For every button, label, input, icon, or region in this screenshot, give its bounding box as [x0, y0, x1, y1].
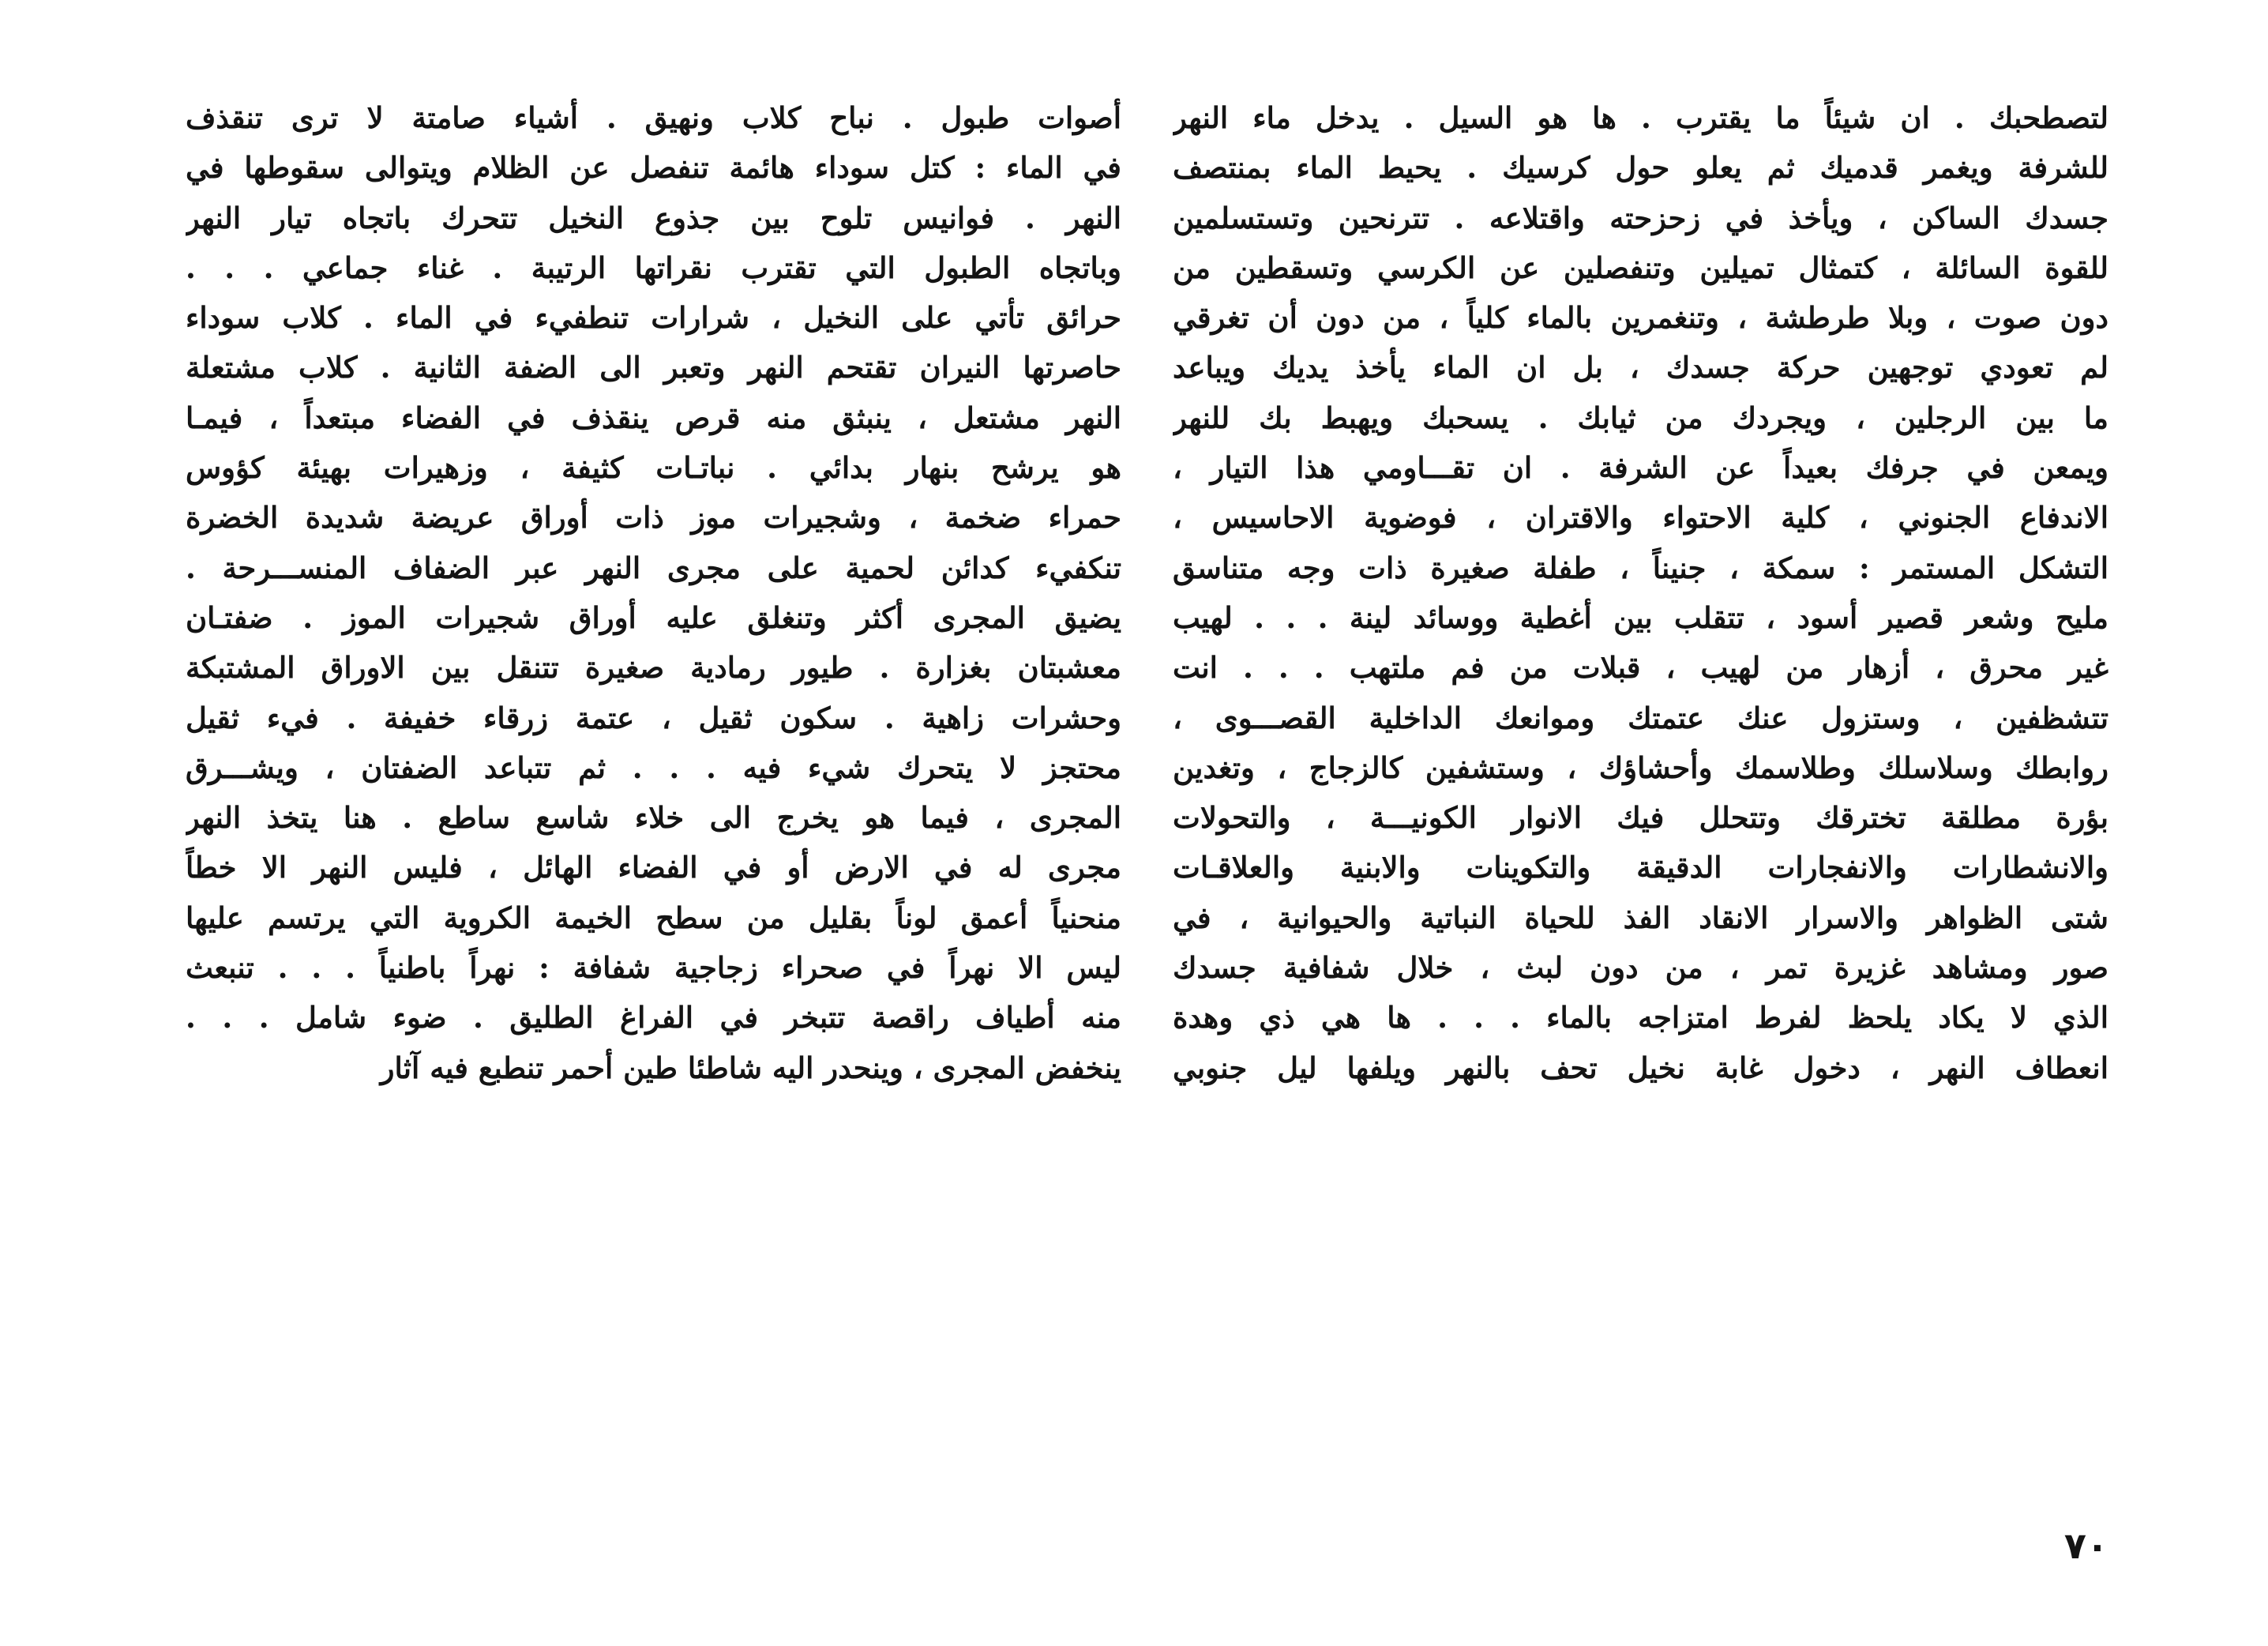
text-line: لم تعودي توجهين حركة جسدك ، بل ان الماء يأخذ يديك ويباعد [1173, 350, 2108, 385]
text-line: المجرى ، فيما هو يخرج الى خلاء شاسع ساطع . هنا يتخذ النهر [186, 800, 1121, 836]
text-line: شتى الظواهر والاسرار الانقاد الفذ للحياة النباتية والحيوانية ، في [1173, 900, 2108, 935]
text-line: يضيق المجرى أكثر وتنغلق عليه أوراق شجيرات الموز . ضفتـان [186, 599, 1121, 635]
text-line: وباتجاه الطبول التي تقترب نقراتها الرتيبة . غناء جماعي . . . [186, 250, 1121, 285]
text-line: غير محرق ، أزهار من لهيب ، قبلات من فم ملتهب . . . انت [1173, 650, 2108, 686]
text-line: لتصطحبك . ان شيئاً ما يقترب . ها هو السيل . يدخل ماء النهر [1173, 100, 2108, 135]
left-text-column [186, 93, 1121, 1093]
text-line: ما بين الرجلين ، ويجردك من ثيابك . يسحبك ويهبط بك للنهر [1173, 400, 2108, 435]
text-line: وحشرات زاهية . سكون ثقيل ، عتمة زرقاء خفيفة . فيء ثقيل [186, 700, 1121, 735]
text-line: جسدك الساكن ، ويأخذ في زحزحته واقتلاعه . تترنحين وتستسلمين [1173, 200, 2108, 235]
text-line: تنكفيء كدائن لحمية على مجرى النهر عبر الضفاف المنســـرحة . [186, 550, 1121, 585]
text-line: صور ومشاهد غزيرة تمر ، من دون لبث ، خلال شفافية جسدك [1173, 950, 2108, 986]
text-line: الذي لا يكاد يلحظ لفرط امتزاجه بالماء . . . ها هي ذي وهدة [1173, 1000, 2108, 1035]
text-line: تتشظفين ، وستزول عنك عتمتك وموانعك الداخلية القصـــوى ، [1173, 700, 2108, 735]
text-line: روابطك وسلاسلك وطلاسمك وأحشاؤك ، وستشفين كالزجاج ، وتغدين [1173, 750, 2108, 785]
text-line: منحنياً أعمق لوناً بقليل من سطح الخيمة الكروية التي يرتسم عليها [186, 900, 1121, 935]
page-number: ٧٠ [2063, 1524, 2108, 1567]
text-line: مليح وشعر قصير أسود ، تتقلب بين أغطية ووسائد لينة . . . لهيب [1173, 599, 2108, 635]
text-line: والانشطارات والانفجارات الدقيقة والتكوينات والابنية والعلاقـات [1173, 850, 2108, 885]
text-line: انعطاف النهر ، دخول غابة نخيل تحف بالنهر ويلفها ليل جنوبي [1173, 1050, 2108, 1085]
text-line: النهر مشتعل ، ينبثق منه قرص ينقذف في الفضاء مبتعداً ، فيمـا [186, 400, 1121, 435]
text-line: مجرى له في الارض أو في الفضاء الهائل ، فليس النهر الا خطاً [186, 850, 1121, 885]
text-line: في الماء : كتل سوداء هائمة تنفصل عن الظلام ويتوالى سقوطها في [186, 150, 1121, 186]
text-line: هو يرشح بنهار بدائي . نباتـات كثيفة ، وزهيرات بهيئة كؤوس [186, 450, 1121, 486]
text-line: النهر . فوانيس تلوح بين جذوع النخيل تتحرك باتجاه تيار النهر [186, 200, 1121, 235]
text-line: منه أطياف راقصة تتبخر في الفراغ الطليق . ضوء شامل . . . [186, 1000, 1121, 1035]
text-line: للقوة السائلة ، كتمثال تميلين وتنفصلين عن الكرسي وتسقطين من [1173, 250, 2108, 285]
text-line: التشكل المستمر : سمكة ، جنيناً ، طفلة صغيرة ذات وجه متناسق [1173, 550, 2108, 585]
text-line: حاصرتها النيران تقتحم النهر وتعبر الى الضفة الثانية . كلاب مشتعلة [186, 350, 1121, 385]
text-line: أصوات طبول . نباح كلاب ونهيق . أشياء صامتة لا ترى تنقذف [186, 100, 1121, 135]
text-line: الاندفاع الجنوني ، كلية الاحتواء والاقتران ، فوضوية الاحاسيس ، [1173, 500, 2108, 536]
text-line: حمراء ضخمة ، وشجيرات موز ذات أوراق عريضة شديدة الخضرة [186, 500, 1121, 536]
text-line: ليس الا نهراً في صحراء زجاجية شفافة : نهراً باطنياً . . . تنبعث [186, 950, 1121, 986]
right-text-column [1173, 93, 2108, 1093]
text-line: معشبتان بغزارة . طيور رمادية صغيرة تتنقل بين الاوراق المشتبكة [186, 650, 1121, 686]
text-line: محتجز لا يتحرك شيء فيه . . . ثم تتباعد الضفتان ، ويشـــرق [186, 750, 1121, 785]
text-line: ويمعن في جرفك بعيداً عن الشرفة . ان تقـــاومي هذا التيار ، [1173, 450, 2108, 486]
text-line: للشرفة ويغمر قدميك ثم يعلو حول كرسيك . يحيط الماء بمنتصف [1173, 150, 2108, 186]
text-line: دون صوت ، وبلا طرطشة ، وتنغمرين بالماء كلياً ، من دون أن تغرقي [1173, 300, 2108, 336]
text-line: ينخفض المجرى ، وينحدر اليه شاطئا طين أحمر تنطبع فيه آثار [380, 1050, 1121, 1085]
text-line: بؤرة مطلقة تخترقك وتتحلل فيك الانوار الكونيـــة ، والتحولات [1173, 800, 2108, 836]
text-line: حرائق تأتي على النخيل ، شرارات تنطفيء في الماء . كلاب سوداء [186, 300, 1121, 336]
